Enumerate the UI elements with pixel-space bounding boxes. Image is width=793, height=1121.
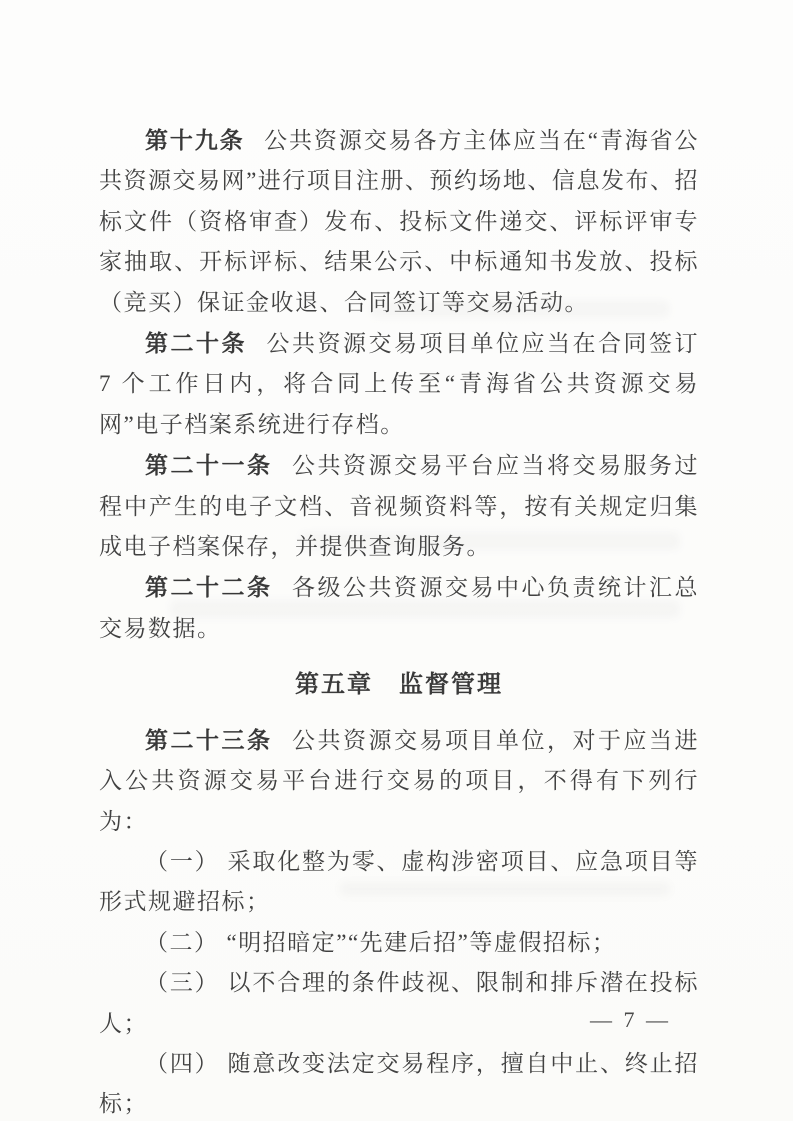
chapter-heading: 第五章 监督管理 bbox=[295, 672, 503, 699]
paragraph-article-20 bbox=[99, 323, 699, 445]
prohibited-item-2 bbox=[99, 923, 699, 963]
article-22-text: 各级公共资源交易中心负责统计汇总交易数据。 bbox=[99, 575, 700, 641]
prohibited-item-4 bbox=[99, 1044, 699, 1121]
item-3-marker: （三） bbox=[145, 970, 220, 996]
article-23-number: 第二十三条 bbox=[145, 726, 273, 753]
item-2-text: “明招暗定”“先建后招”等虚假招标； bbox=[226, 929, 617, 955]
article-21-number: 第二十一条 bbox=[145, 452, 273, 479]
paragraph-article-22 bbox=[99, 567, 699, 649]
item-3-text: 以不合理的条件歧视、限制和排斥潜在投标人； bbox=[99, 970, 700, 1036]
article-19-text: 公共资源交易各方主体应当在“青海省公共资源交易网”进行项目注册、预约场地、信息发布、招标文件（资格审查）发布、投标文件递交、评标评审专家抽取、开标评标、结果公示、中标通知书发放、投标（竞买）保证金收退、合同签订等交易活动。 bbox=[99, 128, 699, 315]
document-body bbox=[99, 120, 699, 1121]
article-22-number: 第二十二条 bbox=[145, 574, 273, 601]
page-number: — 7 — bbox=[590, 1007, 671, 1032]
article-21-text: 公共资源交易平台应当将交易服务过程中产生的电子文档、音视频资料等，按有关规定归集成电子档案保存，并提供查询服务。 bbox=[99, 453, 700, 560]
prohibited-item-1 bbox=[99, 842, 699, 923]
item-4-marker: （四） bbox=[145, 1050, 220, 1076]
article-20-text: 公共资源交易项目单位应当在合同签订 7 个工作日内，将合同上传至“青海省公共资源交易网”电子档案系统进行存档。 bbox=[99, 331, 700, 437]
article-23-text: 公共资源交易项目单位，对于应当进入公共资源交易平台进行交易的项目，不得有下列行为： bbox=[99, 727, 700, 834]
paragraph-article-21 bbox=[99, 445, 699, 567]
item-1-marker: （一） bbox=[145, 848, 220, 874]
paragraph-article-19 bbox=[99, 120, 699, 323]
item-4-text: 随意改变法定交易程序，擅自中止、终止招标； bbox=[99, 1050, 700, 1117]
paragraph-article-23 bbox=[99, 720, 699, 842]
article-19-number: 第十九条 bbox=[145, 127, 245, 153]
article-20-number: 第二十条 bbox=[145, 330, 247, 357]
item-1-text: 采取化整为零、虚构涉密项目、应急项目等形式规避招标； bbox=[99, 848, 700, 915]
item-2-marker: （二） bbox=[145, 929, 219, 955]
